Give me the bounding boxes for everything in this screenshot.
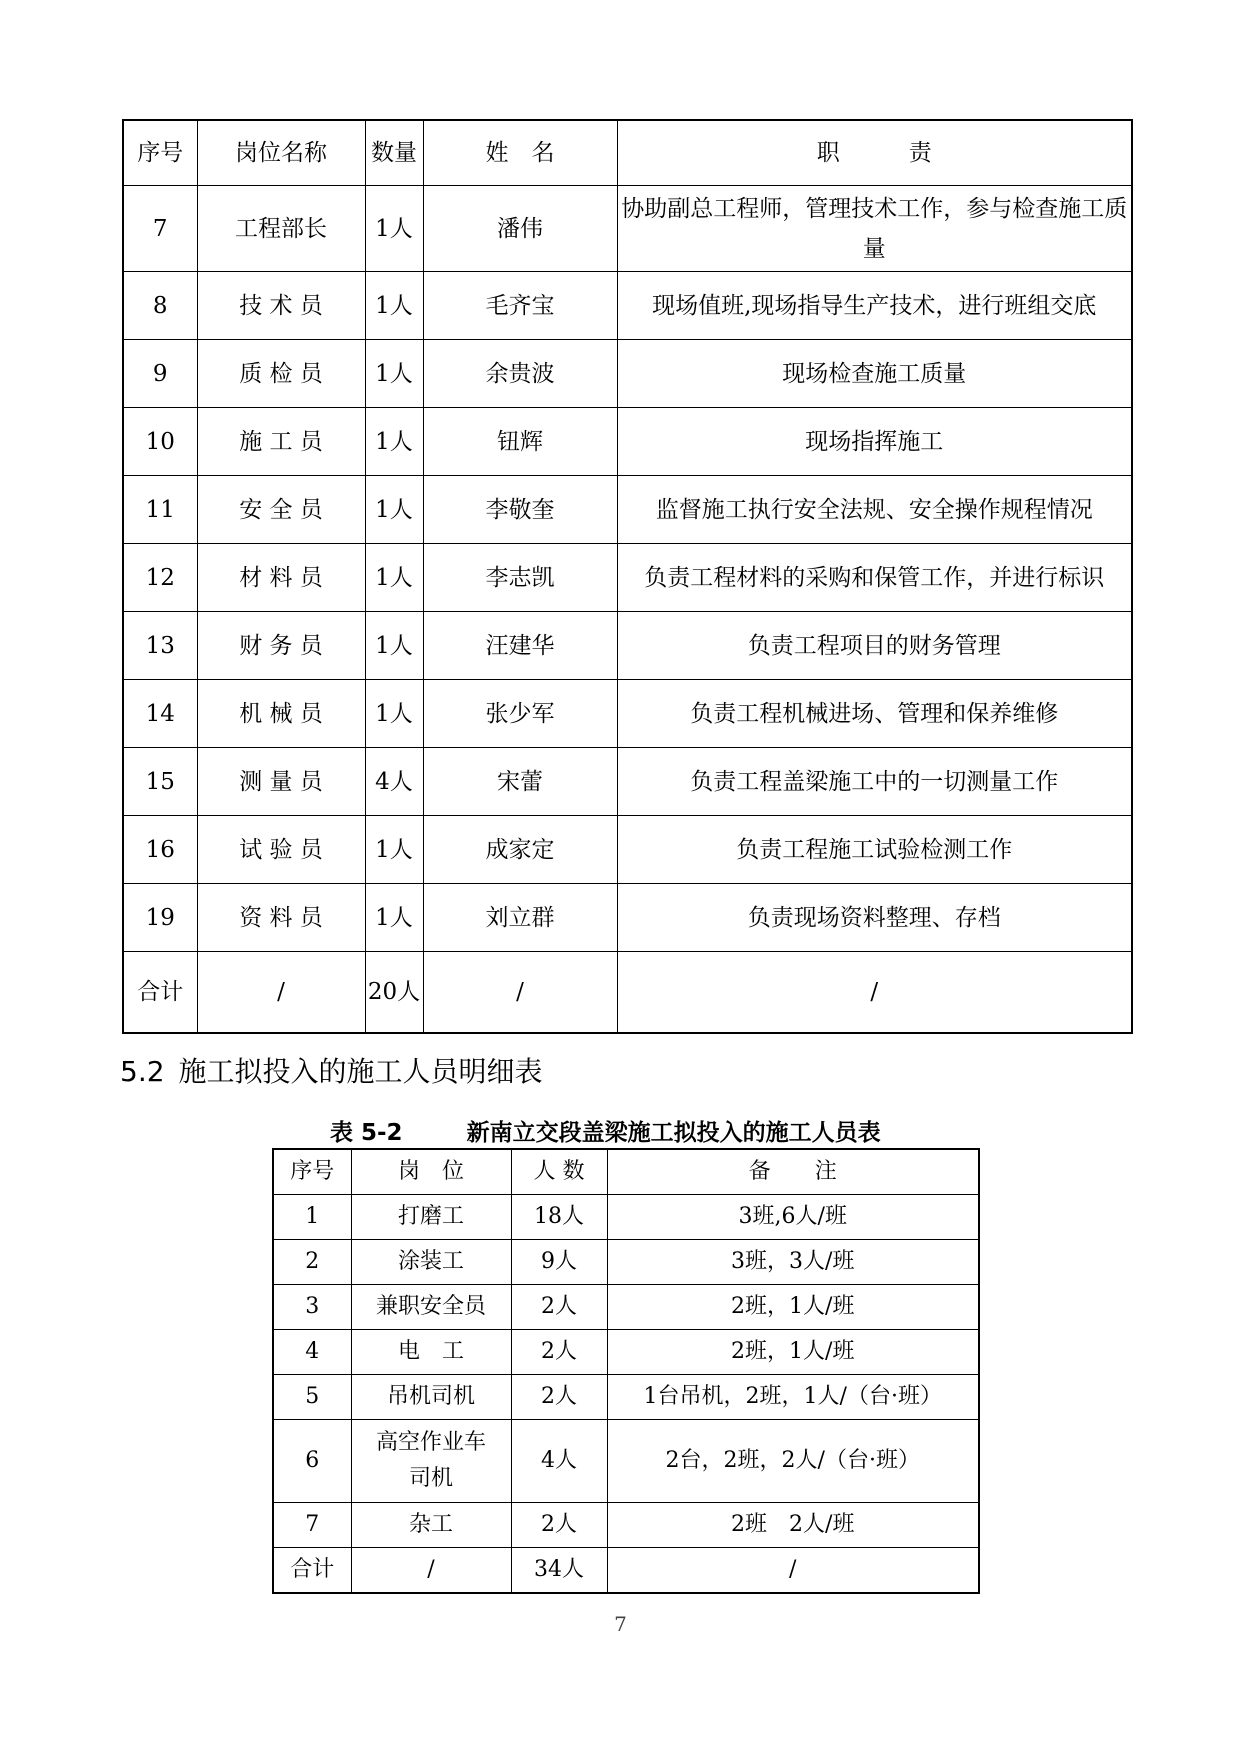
table-row — [123, 408, 1132, 476]
headcount: 1人 — [365, 680, 423, 748]
person-name: 刘立群 — [423, 884, 617, 952]
row-number: 11 — [123, 476, 197, 544]
duty: 负责工程机械进场、管理和保养维修 — [617, 680, 1132, 748]
total-label: 合计 — [123, 952, 197, 1034]
total-cell: / — [351, 1548, 511, 1594]
headcount: 1人 — [365, 186, 423, 272]
person-name: 宋蕾 — [423, 748, 617, 816]
duty: 监督施工执行安全法规、安全操作规程情况 — [617, 476, 1132, 544]
row-number: 2 — [273, 1240, 351, 1285]
person-name: 汪建华 — [423, 612, 617, 680]
headcount: 18人 — [511, 1195, 607, 1240]
section-title: 施工拟投入的施工人员明细表 — [178, 1055, 543, 1088]
duty: 负责工程材料的采购和保管工作，并进行标识 — [617, 544, 1132, 612]
table-row — [273, 1330, 979, 1375]
header-cell: 岗位名称 — [197, 120, 365, 186]
row-number: 5 — [273, 1375, 351, 1420]
remark: 3班,6人/班 — [607, 1195, 979, 1240]
duty: 现场指挥施工 — [617, 408, 1132, 476]
headcount: 1人 — [365, 612, 423, 680]
row-number: 1 — [273, 1195, 351, 1240]
duty: 负责工程项目的财务管理 — [617, 612, 1132, 680]
headcount: 4人 — [365, 748, 423, 816]
row-number: 9 — [123, 340, 197, 408]
person-name: 潘伟 — [423, 186, 617, 272]
position-name: 资 料 员 — [197, 884, 365, 952]
position-name: 涂装工 — [351, 1240, 511, 1285]
table-caption: 表 5-2 新南立交段盖梁施工拟投入的施工人员表 — [330, 1120, 881, 1146]
total-cell: / — [607, 1548, 979, 1594]
headcount: 1人 — [365, 476, 423, 544]
header-cell: 序号 — [123, 120, 197, 186]
remark: 3班，3人/班 — [607, 1240, 979, 1285]
row-number: 10 — [123, 408, 197, 476]
position-name: 电 工 — [351, 1330, 511, 1375]
headcount: 2人 — [511, 1330, 607, 1375]
total-headcount: 20人 — [365, 952, 423, 1034]
person-name: 余贵波 — [423, 340, 617, 408]
table-row — [273, 1195, 979, 1240]
section-heading — [120, 1050, 543, 1090]
table-row — [273, 1420, 979, 1503]
total-headcount: 34人 — [511, 1548, 607, 1594]
duty: 协助副总工程师，管理技术工作，参与检查施工质量 — [617, 186, 1132, 272]
position-name: 材 料 员 — [197, 544, 365, 612]
headcount: 2人 — [511, 1285, 607, 1330]
total-cell: / — [197, 952, 365, 1034]
row-number: 8 — [123, 272, 197, 340]
header-cell: 职 责 — [617, 120, 1132, 186]
headcount: 1人 — [365, 340, 423, 408]
row-number: 14 — [123, 680, 197, 748]
remark: 2班，1人/班 — [607, 1285, 979, 1330]
table-row — [123, 748, 1132, 816]
position-name: 吊机司机 — [351, 1375, 511, 1420]
position-name: 机 械 员 — [197, 680, 365, 748]
table-row — [273, 1240, 979, 1285]
table-row — [123, 816, 1132, 884]
duty: 负责工程施工试验检测工作 — [617, 816, 1132, 884]
header-cell: 序号 — [273, 1149, 351, 1195]
position-name: 打磨工 — [351, 1195, 511, 1240]
person-name: 张少军 — [423, 680, 617, 748]
row-number: 12 — [123, 544, 197, 612]
position-name: 安 全 员 — [197, 476, 365, 544]
header-cell: 人 数 — [511, 1149, 607, 1195]
row-number: 15 — [123, 748, 197, 816]
worker-table-header — [273, 1149, 979, 1195]
row-number: 13 — [123, 612, 197, 680]
headcount: 2人 — [511, 1375, 607, 1420]
remark: 1台吊机，2班，1人/（台·班） — [607, 1375, 979, 1420]
total-row — [123, 952, 1132, 1034]
headcount: 1人 — [365, 816, 423, 884]
row-number: 7 — [123, 186, 197, 272]
total-cell: / — [423, 952, 617, 1034]
table-row — [123, 544, 1132, 612]
headcount: 4人 — [511, 1420, 607, 1503]
position-name: 质 检 员 — [197, 340, 365, 408]
remark: 2台，2班，2人/（台·班） — [607, 1420, 979, 1503]
table-row — [273, 1503, 979, 1548]
table-row — [123, 476, 1132, 544]
table-row — [273, 1285, 979, 1330]
row-number: 3 — [273, 1285, 351, 1330]
staff-table-header — [123, 120, 1132, 186]
table-row — [123, 186, 1132, 272]
position-name: 兼职安全员 — [351, 1285, 511, 1330]
headcount: 2人 — [511, 1503, 607, 1548]
header-cell: 岗 位 — [351, 1149, 511, 1195]
table-row — [273, 1375, 979, 1420]
row-number: 4 — [273, 1330, 351, 1375]
position-name: 杂工 — [351, 1503, 511, 1548]
duty: 现场检查施工质量 — [617, 340, 1132, 408]
header-cell: 数量 — [365, 120, 423, 186]
row-number: 16 — [123, 816, 197, 884]
position-name: 财 务 员 — [197, 612, 365, 680]
section-number: 5.2 — [120, 1055, 165, 1088]
position-name: 测 量 员 — [197, 748, 365, 816]
remark: 2班 2人/班 — [607, 1503, 979, 1548]
total-cell: / — [617, 952, 1132, 1034]
row-number: 7 — [273, 1503, 351, 1548]
total-label: 合计 — [273, 1548, 351, 1594]
duty: 负责现场资料整理、存档 — [617, 884, 1132, 952]
position-name: 工程部长 — [197, 186, 365, 272]
duty: 负责工程盖梁施工中的一切测量工作 — [617, 748, 1132, 816]
header-cell: 姓 名 — [423, 120, 617, 186]
table-row — [123, 340, 1132, 408]
headcount: 1人 — [365, 544, 423, 612]
table-row — [123, 612, 1132, 680]
row-number: 6 — [273, 1420, 351, 1503]
position-name: 技 术 员 — [197, 272, 365, 340]
person-name: 李志凯 — [423, 544, 617, 612]
headcount: 9人 — [511, 1240, 607, 1285]
row-number: 19 — [123, 884, 197, 952]
remark: 2班，1人/班 — [607, 1330, 979, 1375]
position-name: 试 验 员 — [197, 816, 365, 884]
total-row — [273, 1548, 979, 1594]
person-name: 钮辉 — [423, 408, 617, 476]
staff-table — [122, 119, 1133, 1034]
header-cell: 备 注 — [607, 1149, 979, 1195]
position-name: 施 工 员 — [197, 408, 365, 476]
headcount: 1人 — [365, 408, 423, 476]
person-name: 毛齐宝 — [423, 272, 617, 340]
duty: 现场值班,现场指导生产技术，进行班组交底 — [617, 272, 1132, 340]
table-row — [123, 884, 1132, 952]
person-name: 成家定 — [423, 816, 617, 884]
page-number: 7 — [614, 1612, 627, 1636]
headcount: 1人 — [365, 272, 423, 340]
headcount: 1人 — [365, 884, 423, 952]
person-name: 李敬奎 — [423, 476, 617, 544]
worker-table — [272, 1148, 980, 1594]
position-name: 高空作业车司机 — [351, 1420, 511, 1503]
table-row — [123, 680, 1132, 748]
table-row — [123, 272, 1132, 340]
